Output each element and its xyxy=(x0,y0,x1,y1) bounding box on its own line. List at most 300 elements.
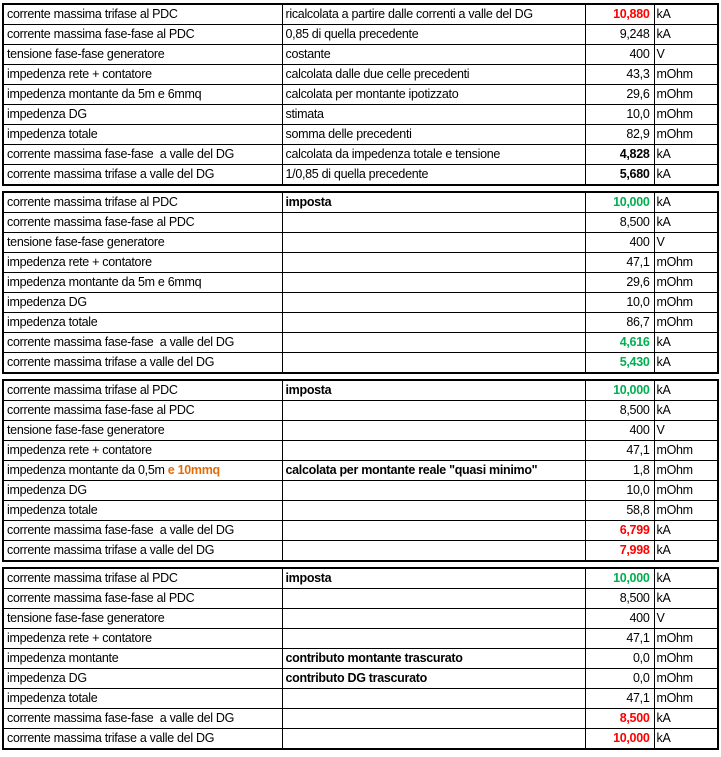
unit-text: kA xyxy=(656,571,671,585)
unit-text: mOhm xyxy=(656,127,693,141)
value-text: 29,6 xyxy=(626,87,650,101)
unit-text: mOhm xyxy=(656,631,693,645)
unit-cell[interactable] xyxy=(654,273,718,293)
value-text: 9,248 xyxy=(619,27,650,41)
value-cell[interactable] xyxy=(585,45,654,65)
value-cell[interactable] xyxy=(585,293,654,313)
table-row xyxy=(3,421,718,441)
label-text: impedenza montante da 5m e 6mmq xyxy=(7,275,202,289)
label-cell[interactable] xyxy=(3,4,282,25)
description-cell[interactable] xyxy=(282,501,585,521)
unit-text: mOhm xyxy=(656,275,693,289)
description-text: calcolata per montante reale "quasi minimo" xyxy=(285,463,538,477)
label-text: corrente massima fase-fase al PDC xyxy=(7,27,195,41)
table-row xyxy=(3,541,718,562)
unit-text: kA xyxy=(656,591,671,605)
description-cell[interactable] xyxy=(282,649,585,669)
unit-text: mOhm xyxy=(656,463,693,477)
label-cell[interactable] xyxy=(3,192,282,213)
description-text: costante xyxy=(285,47,331,61)
value-text: 10,000 xyxy=(613,195,650,209)
label-cell[interactable] xyxy=(3,125,282,145)
value-cell[interactable] xyxy=(585,689,654,709)
description-cell[interactable] xyxy=(282,380,585,401)
label-cell[interactable] xyxy=(3,293,282,313)
table-row xyxy=(3,105,718,125)
description-text: imposta xyxy=(285,195,332,209)
description-cell[interactable] xyxy=(282,25,585,45)
description-text: contributo DG trascurato xyxy=(285,671,427,685)
value-text: 8,500 xyxy=(619,403,650,417)
value-text: 86,7 xyxy=(626,315,650,329)
label-text: impedenza DG xyxy=(7,295,87,309)
value-text: 400 xyxy=(629,423,650,437)
unit-cell[interactable] xyxy=(654,65,718,85)
value-cell[interactable] xyxy=(585,233,654,253)
value-text: 58,8 xyxy=(626,503,650,517)
unit-cell[interactable] xyxy=(654,501,718,521)
unit-cell[interactable] xyxy=(654,45,718,65)
unit-text: mOhm xyxy=(656,67,693,81)
unit-text: mOhm xyxy=(656,315,693,329)
label-cell[interactable] xyxy=(3,85,282,105)
description-cell[interactable] xyxy=(282,293,585,313)
table-row xyxy=(3,380,718,401)
unit-cell[interactable] xyxy=(654,521,718,541)
unit-text: kA xyxy=(656,731,671,745)
description-cell[interactable] xyxy=(282,441,585,461)
value-text: 10,0 xyxy=(626,107,650,121)
unit-cell[interactable] xyxy=(654,145,718,165)
unit-text: kA xyxy=(656,403,671,417)
label-cell[interactable] xyxy=(3,421,282,441)
table-row xyxy=(3,441,718,461)
description-cell[interactable] xyxy=(282,541,585,562)
description-cell[interactable] xyxy=(282,461,585,481)
unit-text: kA xyxy=(656,215,671,229)
value-text: 47,1 xyxy=(626,255,650,269)
description-cell[interactable] xyxy=(282,609,585,629)
description-cell[interactable] xyxy=(282,85,585,105)
unit-cell[interactable] xyxy=(654,313,718,333)
unit-cell[interactable] xyxy=(654,709,718,729)
label-cell[interactable] xyxy=(3,165,282,186)
value-text: 10,000 xyxy=(613,571,650,585)
label-cell[interactable] xyxy=(3,729,282,750)
description-text: stimata xyxy=(285,107,324,121)
description-cell[interactable] xyxy=(282,689,585,709)
unit-text: kA xyxy=(656,543,671,557)
table-row xyxy=(3,4,718,25)
label-cell[interactable] xyxy=(3,441,282,461)
unit-cell[interactable] xyxy=(654,233,718,253)
table-row xyxy=(3,353,718,374)
calc-block-2 xyxy=(2,191,719,374)
value-text: 0,0 xyxy=(633,651,650,665)
label-text: corrente massima trifase al PDC xyxy=(7,571,178,585)
label-text: corrente massima trifase al PDC xyxy=(7,195,178,209)
table-row xyxy=(3,729,718,750)
unit-text: mOhm xyxy=(656,651,693,665)
unit-cell[interactable] xyxy=(654,85,718,105)
value-cell[interactable] xyxy=(585,629,654,649)
value-text: 400 xyxy=(629,47,650,61)
table-row xyxy=(3,568,718,589)
label-text: tensione fase-fase generatore xyxy=(7,611,165,625)
label-cell[interactable] xyxy=(3,521,282,541)
label-cell[interactable] xyxy=(3,313,282,333)
unit-cell[interactable] xyxy=(654,589,718,609)
unit-text: kA xyxy=(656,355,671,369)
label-text: corrente massima fase-fase al PDC xyxy=(7,403,195,417)
unit-cell[interactable] xyxy=(654,105,718,125)
value-text: 47,1 xyxy=(626,691,650,705)
label-text: impedenza totale xyxy=(7,127,98,141)
table-row xyxy=(3,481,718,501)
unit-cell[interactable] xyxy=(654,25,718,45)
value-cell[interactable] xyxy=(585,313,654,333)
table-row xyxy=(3,165,718,186)
table-row xyxy=(3,25,718,45)
value-text: 6,799 xyxy=(619,523,650,537)
description-cell[interactable] xyxy=(282,313,585,333)
calc-block-4 xyxy=(2,567,719,750)
unit-cell[interactable] xyxy=(654,629,718,649)
label-text: impedenza montante da 0,5m xyxy=(7,463,168,477)
label-text: impedenza montante da 5m e 6mmq xyxy=(7,87,202,101)
description-text: calcolata per montante ipotizzato xyxy=(285,87,459,101)
table-row xyxy=(3,313,718,333)
unit-text: mOhm xyxy=(656,483,693,497)
table-row xyxy=(3,461,718,481)
label-text: impedenza rete + contatore xyxy=(7,255,152,269)
table-row xyxy=(3,145,718,165)
label-text: tensione fase-fase generatore xyxy=(7,235,165,249)
description-cell[interactable] xyxy=(282,333,585,353)
unit-text: kA xyxy=(656,523,671,537)
value-text: 4,616 xyxy=(619,335,650,349)
label-cell[interactable] xyxy=(3,145,282,165)
table-row xyxy=(3,233,718,253)
label-text: corrente massima fase-fase a valle del DG xyxy=(7,523,235,537)
unit-text: mOhm xyxy=(656,255,693,269)
label-cell[interactable] xyxy=(3,629,282,649)
description-cell[interactable] xyxy=(282,568,585,589)
label-cell[interactable] xyxy=(3,649,282,669)
value-cell[interactable] xyxy=(585,441,654,461)
value-cell[interactable] xyxy=(585,165,654,186)
value-cell[interactable] xyxy=(585,145,654,165)
label-text: impedenza totale xyxy=(7,691,98,705)
value-text: 10,000 xyxy=(613,383,650,397)
unit-cell[interactable] xyxy=(654,729,718,750)
unit-text: kA xyxy=(656,711,671,725)
unit-text: kA xyxy=(656,147,671,161)
description-cell[interactable] xyxy=(282,45,585,65)
calc-block-3 xyxy=(2,379,719,562)
value-text: 5,430 xyxy=(619,355,650,369)
unit-cell[interactable] xyxy=(654,461,718,481)
value-text: 5,680 xyxy=(619,167,650,181)
table-row xyxy=(3,669,718,689)
unit-cell[interactable] xyxy=(654,541,718,562)
value-text: 8,500 xyxy=(619,711,650,725)
table-row xyxy=(3,629,718,649)
description-cell[interactable] xyxy=(282,669,585,689)
label-text: impedenza rete + contatore xyxy=(7,67,152,81)
unit-cell[interactable] xyxy=(654,125,718,145)
value-text: 10,0 xyxy=(626,483,650,497)
description-cell[interactable] xyxy=(282,4,585,25)
label-text: corrente massima fase-fase a valle del DG xyxy=(7,711,235,725)
description-text: ricalcolata a partire dalle correnti a valle del DG xyxy=(285,7,533,21)
description-text: calcolata dalle due celle precedenti xyxy=(285,67,470,81)
description-cell[interactable] xyxy=(282,253,585,273)
label-text: impedenza DG xyxy=(7,107,87,121)
description-text: calcolata da impedenza totale e tensione xyxy=(285,147,501,161)
value-text: 1,8 xyxy=(633,463,650,477)
value-cell[interactable] xyxy=(585,541,654,562)
value-cell[interactable] xyxy=(585,4,654,25)
value-cell[interactable] xyxy=(585,253,654,273)
label-cell[interactable] xyxy=(3,481,282,501)
value-text: 10,880 xyxy=(613,7,650,21)
unit-cell[interactable] xyxy=(654,353,718,374)
label-cell[interactable] xyxy=(3,401,282,421)
unit-cell[interactable] xyxy=(654,481,718,501)
label-accent-text: e 10mmq xyxy=(167,463,220,477)
label-text: impedenza montante xyxy=(7,651,119,665)
description-cell[interactable] xyxy=(282,629,585,649)
table-row xyxy=(3,85,718,105)
label-text: impedenza DG xyxy=(7,671,87,685)
value-cell[interactable] xyxy=(585,521,654,541)
unit-text: kA xyxy=(656,335,671,349)
label-cell[interactable] xyxy=(3,65,282,85)
value-text: 7,998 xyxy=(619,543,650,557)
label-text: impedenza totale xyxy=(7,315,98,329)
unit-text: mOhm xyxy=(656,107,693,121)
unit-cell[interactable] xyxy=(654,380,718,401)
value-text: 0,0 xyxy=(633,671,650,685)
table-row xyxy=(3,293,718,313)
value-cell[interactable] xyxy=(585,609,654,629)
description-cell[interactable] xyxy=(282,481,585,501)
label-text: impedenza DG xyxy=(7,483,87,497)
description-cell[interactable] xyxy=(282,729,585,750)
description-text: imposta xyxy=(285,571,332,585)
description-cell[interactable] xyxy=(282,125,585,145)
table-row xyxy=(3,649,718,669)
unit-text: V xyxy=(656,47,665,61)
description-cell[interactable] xyxy=(282,213,585,233)
description-text: somma delle precedenti xyxy=(285,127,412,141)
label-cell[interactable] xyxy=(3,689,282,709)
value-text: 47,1 xyxy=(626,631,650,645)
label-cell[interactable] xyxy=(3,709,282,729)
value-cell[interactable] xyxy=(585,353,654,374)
label-cell[interactable] xyxy=(3,233,282,253)
value-cell[interactable] xyxy=(585,65,654,85)
table-row xyxy=(3,253,718,273)
label-cell[interactable] xyxy=(3,253,282,273)
value-cell[interactable] xyxy=(585,421,654,441)
unit-text: V xyxy=(656,235,665,249)
unit-cell[interactable] xyxy=(654,253,718,273)
unit-text: mOhm xyxy=(656,671,693,685)
unit-text: mOhm xyxy=(656,691,693,705)
label-cell[interactable] xyxy=(3,669,282,689)
value-cell[interactable] xyxy=(585,213,654,233)
table-row xyxy=(3,609,718,629)
unit-cell[interactable] xyxy=(654,669,718,689)
unit-text: mOhm xyxy=(656,443,693,457)
table-row xyxy=(3,689,718,709)
unit-cell[interactable] xyxy=(654,333,718,353)
unit-text: kA xyxy=(656,383,671,397)
description-cell[interactable] xyxy=(282,709,585,729)
label-cell[interactable] xyxy=(3,461,282,481)
description-cell[interactable] xyxy=(282,233,585,253)
unit-cell[interactable] xyxy=(654,293,718,313)
description-text: 1/0,85 di quella precedente xyxy=(285,167,429,181)
label-text: corrente massima trifase a valle del DG xyxy=(7,355,215,369)
value-cell[interactable] xyxy=(585,25,654,45)
label-cell[interactable] xyxy=(3,353,282,374)
unit-cell[interactable] xyxy=(654,401,718,421)
label-cell[interactable] xyxy=(3,541,282,562)
description-cell[interactable] xyxy=(282,589,585,609)
value-text: 400 xyxy=(629,235,650,249)
description-cell[interactable] xyxy=(282,353,585,374)
label-cell[interactable] xyxy=(3,45,282,65)
unit-cell[interactable] xyxy=(654,213,718,233)
table-row xyxy=(3,65,718,85)
value-text: 10,000 xyxy=(613,731,650,745)
unit-cell[interactable] xyxy=(654,609,718,629)
unit-text: mOhm xyxy=(656,295,693,309)
value-text: 43,3 xyxy=(626,67,650,81)
table-row xyxy=(3,521,718,541)
unit-cell[interactable] xyxy=(654,192,718,213)
description-text: contributo montante trascurato xyxy=(285,651,463,665)
value-text: 8,500 xyxy=(619,215,650,229)
label-cell[interactable] xyxy=(3,609,282,629)
label-text: corrente massima trifase al PDC xyxy=(7,383,178,397)
label-cell[interactable] xyxy=(3,25,282,45)
value-cell[interactable] xyxy=(585,589,654,609)
label-cell[interactable] xyxy=(3,568,282,589)
value-cell[interactable] xyxy=(585,481,654,501)
unit-cell[interactable] xyxy=(654,689,718,709)
table-row xyxy=(3,709,718,729)
label-text: tensione fase-fase generatore xyxy=(7,47,165,61)
label-text: impedenza rete + contatore xyxy=(7,443,152,457)
value-text: 8,500 xyxy=(619,591,650,605)
value-text: 82,9 xyxy=(626,127,650,141)
description-text: 0,85 di quella precedente xyxy=(285,27,419,41)
label-cell[interactable] xyxy=(3,589,282,609)
table-row xyxy=(3,501,718,521)
label-cell[interactable] xyxy=(3,213,282,233)
unit-text: V xyxy=(656,423,665,437)
label-cell[interactable] xyxy=(3,273,282,293)
label-text: corrente massima trifase a valle del DG xyxy=(7,167,215,181)
unit-text: mOhm xyxy=(656,87,693,101)
label-cell[interactable] xyxy=(3,105,282,125)
calc-block-1 xyxy=(2,3,719,186)
unit-cell[interactable] xyxy=(654,441,718,461)
value-text: 47,1 xyxy=(626,443,650,457)
label-cell[interactable] xyxy=(3,501,282,521)
value-cell[interactable] xyxy=(585,729,654,750)
description-cell[interactable] xyxy=(282,105,585,125)
description-cell[interactable] xyxy=(282,401,585,421)
table-row xyxy=(3,589,718,609)
unit-cell[interactable] xyxy=(654,649,718,669)
unit-cell[interactable] xyxy=(654,4,718,25)
unit-cell[interactable] xyxy=(654,421,718,441)
workbook xyxy=(2,3,719,750)
value-cell[interactable] xyxy=(585,85,654,105)
value-cell[interactable] xyxy=(585,273,654,293)
table-row xyxy=(3,213,718,233)
table-row xyxy=(3,401,718,421)
value-cell[interactable] xyxy=(585,461,654,481)
value-cell[interactable] xyxy=(585,669,654,689)
value-cell[interactable] xyxy=(585,649,654,669)
label-text: corrente massima fase-fase al PDC xyxy=(7,215,195,229)
label-text: corrente massima fase-fase al PDC xyxy=(7,591,195,605)
unit-cell[interactable] xyxy=(654,568,718,589)
value-text: 29,6 xyxy=(626,275,650,289)
description-cell[interactable] xyxy=(282,273,585,293)
table-row xyxy=(3,273,718,293)
label-cell[interactable] xyxy=(3,333,282,353)
unit-text: kA xyxy=(656,195,671,209)
description-cell[interactable] xyxy=(282,192,585,213)
value-cell[interactable] xyxy=(585,105,654,125)
value-cell[interactable] xyxy=(585,125,654,145)
description-cell[interactable] xyxy=(282,65,585,85)
label-text: corrente massima fase-fase a valle del DG xyxy=(7,147,235,161)
description-cell[interactable] xyxy=(282,165,585,186)
value-cell[interactable] xyxy=(585,709,654,729)
label-cell[interactable] xyxy=(3,380,282,401)
value-cell[interactable] xyxy=(585,401,654,421)
unit-cell[interactable] xyxy=(654,165,718,186)
description-cell[interactable] xyxy=(282,145,585,165)
table-row xyxy=(3,125,718,145)
description-cell[interactable] xyxy=(282,421,585,441)
label-text: tensione fase-fase generatore xyxy=(7,423,165,437)
value-cell[interactable] xyxy=(585,192,654,213)
unit-text: kA xyxy=(656,27,671,41)
label-text: impedenza rete + contatore xyxy=(7,631,152,645)
label-text: impedenza totale xyxy=(7,503,98,517)
value-cell[interactable] xyxy=(585,501,654,521)
value-text: 10,0 xyxy=(626,295,650,309)
value-text: 4,828 xyxy=(619,147,650,161)
description-cell[interactable] xyxy=(282,521,585,541)
value-cell[interactable] xyxy=(585,380,654,401)
table-row xyxy=(3,45,718,65)
label-text: corrente massima trifase a valle del DG xyxy=(7,543,215,557)
value-cell[interactable] xyxy=(585,568,654,589)
value-cell[interactable] xyxy=(585,333,654,353)
label-text: corrente massima trifase al PDC xyxy=(7,7,178,21)
table-row xyxy=(3,333,718,353)
